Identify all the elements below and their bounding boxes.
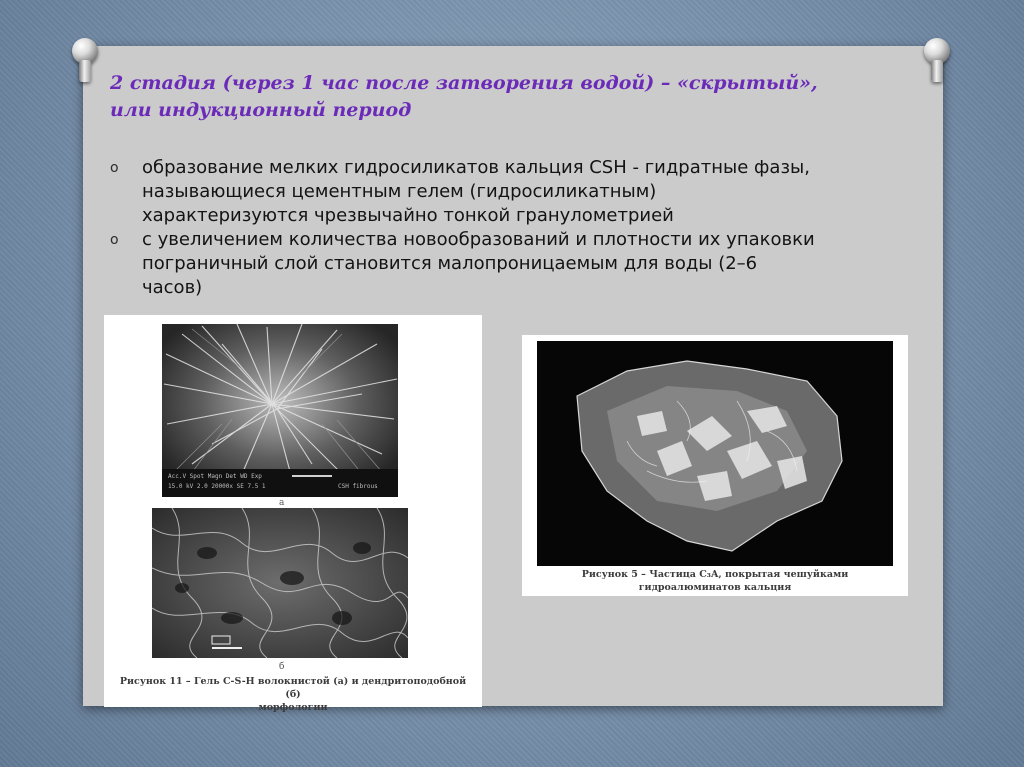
micrograph-fibrous-gel: [162, 324, 398, 497]
bullet-item: [110, 228, 910, 300]
figure-caption: [522, 568, 908, 594]
figure-c3a-particle: [522, 335, 908, 596]
micrograph-dendritic-gel: [152, 508, 408, 658]
slide-title: [110, 70, 930, 124]
figure-label-b: б: [279, 662, 285, 672]
slide-title-line-1: 2 стадия (через 1 час после затворения водой) – «скрытый»,: [110, 72, 818, 94]
figure-label-a: а: [279, 498, 285, 508]
micrograph-c3a-particle: [537, 341, 893, 566]
bullet-line: характеризуются чрезвычайно тонкой гранулометрией: [142, 205, 674, 226]
bullet-line: называющиеся цементным гелем (гидросиликатным): [142, 181, 657, 202]
figure-caption-line-2: гидроалюминатов кальция: [638, 582, 792, 593]
figure-caption-line-2: морфологии: [258, 702, 328, 713]
svg-text:Acc.V Spot Magn Det WD Ex: Acc.V Spot Magn Det WD Exp: [168, 473, 262, 480]
bullet-marker: o: [110, 232, 119, 248]
svg-text:CSH fibrous: CSH fibrous: [338, 483, 378, 490]
svg-text:15.0 kV 2.0 20000x SE 7.5: 15.0 kV 2.0 20000x SE 7.5 1: [168, 483, 266, 490]
figure-caption-line-1: Рисунок 5 – Частица C₃A, покрытая чешуйками: [581, 569, 849, 580]
bullet-item: [110, 156, 910, 228]
bullet-line: пограничный слой становится малопроницаемым для воды (2–6: [142, 253, 758, 274]
bullet-list: [110, 156, 910, 300]
figure-caption: [112, 675, 474, 714]
bullet-line: с увеличением количества новообразований и плотности их упаковки: [142, 229, 815, 250]
bullet-line: часов): [142, 277, 203, 298]
figure-csh-gel: [104, 315, 482, 713]
pushpin-icon: [70, 38, 100, 84]
figure-caption-line-1: Рисунок 11 – Гель C-S-H волокнистой (а) и дендритоподобной (б): [119, 676, 467, 700]
bullet-line: образование мелких гидросиликатов кальция CSH - гидратные фазы,: [142, 157, 810, 178]
slide-title-line-2: или индукционный период: [110, 99, 412, 121]
bullet-marker: o: [110, 160, 119, 176]
